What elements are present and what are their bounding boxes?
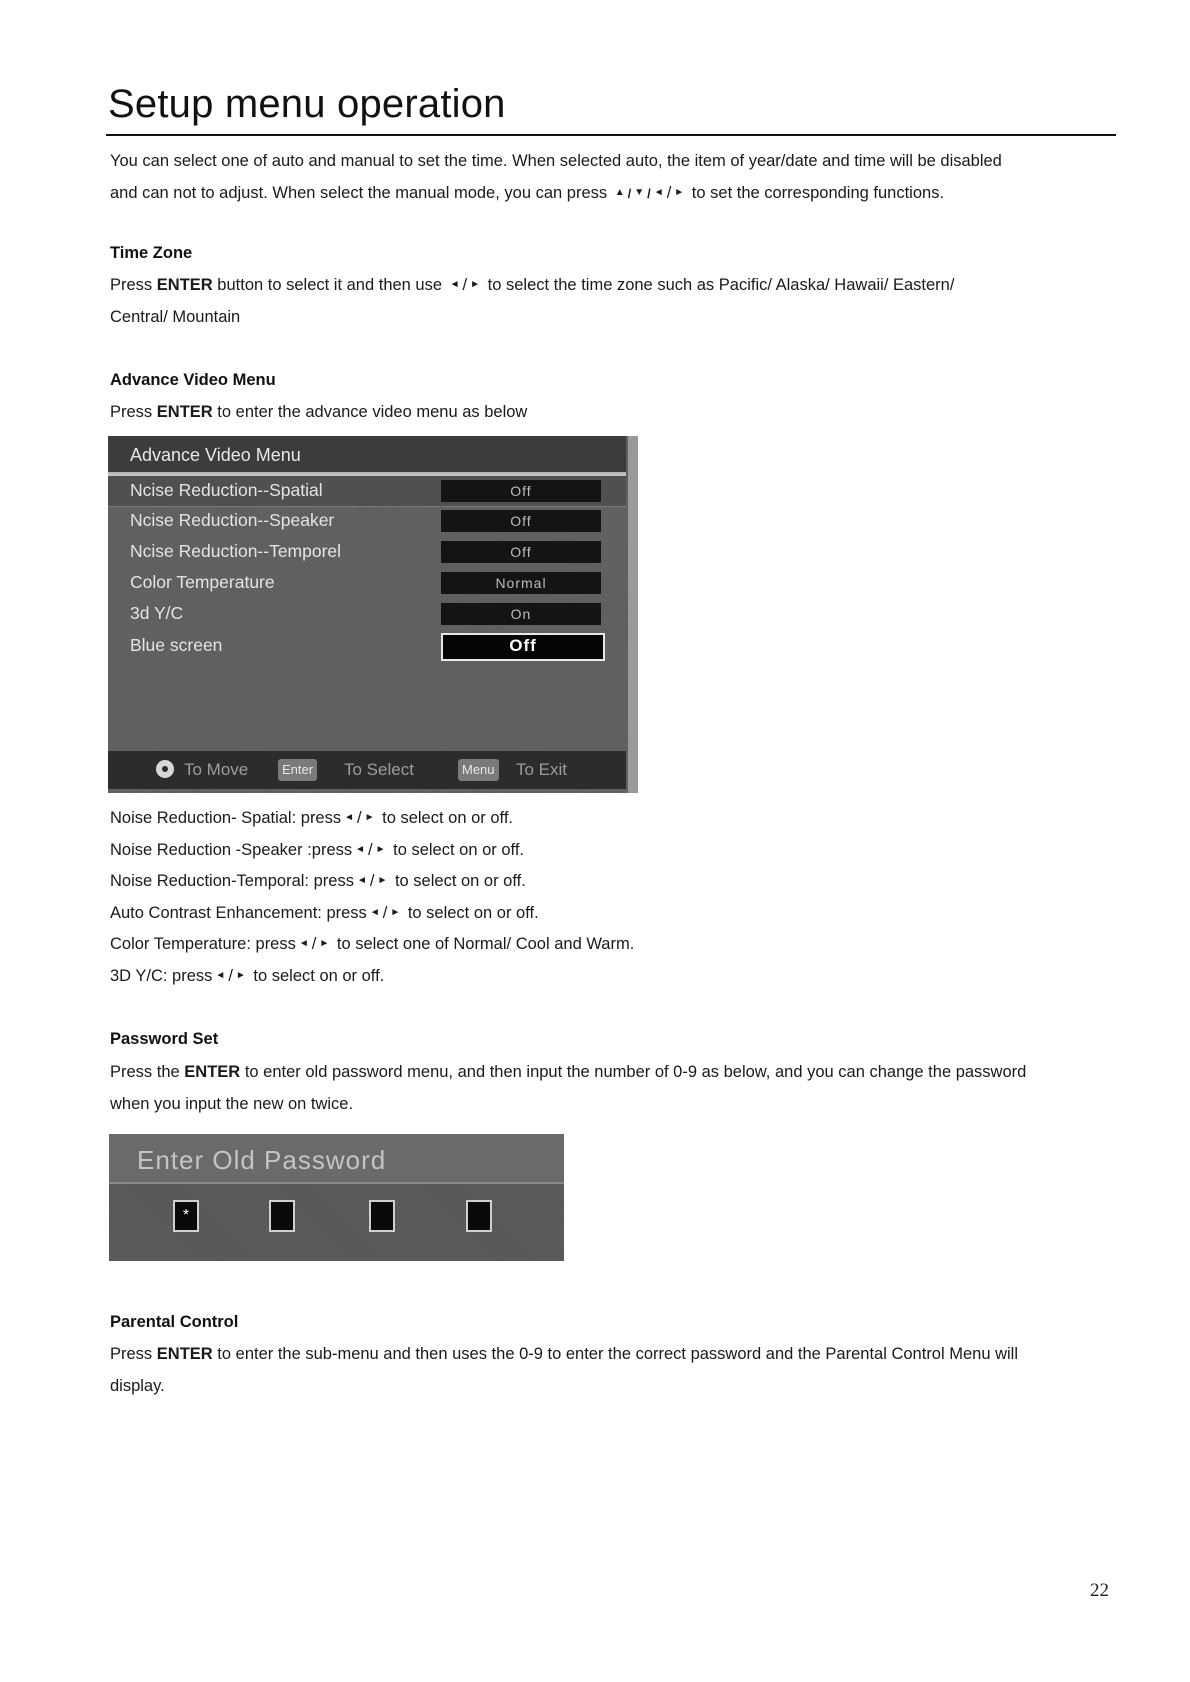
note-line: 3D Y/C: press ◄ / ► to select on or off. <box>110 967 385 986</box>
osd-header <box>108 436 626 475</box>
left-arrow-icon: ◄ <box>215 970 226 982</box>
intro-line-1: You can select one of auto and manual to set the time. When selected auto, the item of year/date and time will be disabled <box>110 152 1002 170</box>
intro-line-2: and can not to adjust. When select the manual mode, you can press ▲ / ▼ / ◄ / ► to set the corresponding functions. <box>110 183 945 202</box>
password-digit-box <box>466 1200 492 1232</box>
right-arrow-icon: ► <box>674 186 685 198</box>
osd-row-noise-spatial: Ncise Reduction--Spatial Off <box>108 474 626 507</box>
left-arrow-icon: ◄ <box>449 279 460 290</box>
osd-footer-move: To Move <box>184 760 249 779</box>
advance-video-osd <box>108 436 638 793</box>
enter-key-label: ENTER <box>156 403 213 421</box>
note-line: Auto Contrast Enhancement: press ◄ / ► to select on or off. <box>110 903 539 922</box>
up-arrow-icon: ▲ <box>614 186 625 198</box>
note-line: Noise Reduction-Temporal: press ◄ / ► to select on or off. <box>110 872 526 891</box>
note-line: Noise Reduction- Spatial: press ◄ / ► to select on or off. <box>110 809 513 828</box>
osd-footer <box>108 751 626 789</box>
right-arrow-icon: ► <box>364 812 375 823</box>
enter-key-label: ENTER <box>156 1345 213 1363</box>
note-line: Color Temperature: press ◄ / ► to select one of Normal/ Cool and Warm. <box>110 935 635 954</box>
note-line: Noise Reduction -Speaker :press ◄ / ► to select on or off. <box>110 840 524 859</box>
password-digit-box <box>369 1200 395 1232</box>
osd-footer-exit: To Exit <box>516 760 568 779</box>
osd-footer-select: To Select <box>344 760 414 779</box>
enter-key-icon: Enter <box>278 759 317 781</box>
osd-scroll-edge <box>628 436 638 793</box>
osd-row-noise-speaker: Ncise Reduction--Speaker Off <box>108 506 626 536</box>
osd-value: Off <box>441 541 601 563</box>
osd-value: Normal <box>441 572 601 594</box>
osd-row-noise-temporal: Ncise Reduction--Temporel Off <box>108 537 626 567</box>
password-digit-box <box>269 1200 295 1232</box>
osd-value: On <box>441 603 601 625</box>
left-arrow-icon: ◄ <box>653 186 664 198</box>
left-arrow-icon: ◄ <box>298 938 309 950</box>
left-arrow-icon: ◄ <box>344 812 355 823</box>
right-arrow-icon: ► <box>390 906 401 918</box>
password-osd-header <box>109 1134 564 1184</box>
advance-video-intro: Press ENTER to enter the advance video menu as below <box>110 403 528 421</box>
menu-key-icon: Menu <box>458 759 499 781</box>
osd-row-color-temperature: Color Temperature Normal <box>108 568 626 598</box>
advance-video-notes <box>110 803 1120 993</box>
osd-row-3d-yc: 3d Y/C On <box>108 599 626 629</box>
dpad-icon <box>156 760 174 778</box>
enter-key-label: ENTER <box>156 276 213 295</box>
right-arrow-icon: ► <box>377 875 388 887</box>
enter-key-label: ENTER <box>184 1063 241 1081</box>
osd-value: Off <box>441 480 601 502</box>
intro-paragraph <box>110 146 1120 209</box>
right-arrow-icon: ► <box>470 279 481 290</box>
time-zone-paragraph: Press ENTER button to select it and then use ◄ / ► to select the time zone such as Pacific/ Alaska/ Hawaii/ Eastern/ Central/ Mountain <box>110 276 955 326</box>
page-title: Setup menu operation <box>108 82 506 126</box>
down-arrow-icon: ▼ <box>634 186 645 198</box>
parental-paragraph: Press ENTER to enter the sub-menu and then uses the 0-9 to enter the correct password and the Parental Control Menu will display. <box>110 1345 1019 1395</box>
page-number: 22 <box>1090 1580 1109 1601</box>
left-arrow-icon: ◄ <box>356 875 367 887</box>
right-arrow-icon: ► <box>375 843 386 855</box>
enter-old-password-osd <box>109 1134 564 1261</box>
left-arrow-icon: ◄ <box>355 843 366 855</box>
parental-heading: Parental Control <box>110 1313 239 1331</box>
title-divider <box>106 134 1116 136</box>
right-arrow-icon: ► <box>235 970 246 982</box>
password-digit-box: * <box>173 1200 199 1232</box>
osd-row-blue-screen: Blue screen Off <box>108 631 626 661</box>
osd-value: Off <box>441 510 601 532</box>
time-zone-heading: Time Zone <box>110 244 193 262</box>
password-heading: Password Set <box>110 1030 219 1048</box>
password-paragraph: Press the ENTER to enter old password menu, and then input the number of 0-9 as below, and you can change the password when you input the new on twice. <box>110 1063 1027 1113</box>
right-arrow-icon: ► <box>319 938 330 950</box>
password-osd-title: Enter Old Password <box>137 1145 387 1175</box>
osd-title: Advance Video Menu <box>130 445 301 465</box>
left-arrow-icon: ◄ <box>369 906 380 918</box>
osd-value-selected: Off <box>441 633 605 661</box>
advance-video-heading: Advance Video Menu <box>110 371 276 389</box>
